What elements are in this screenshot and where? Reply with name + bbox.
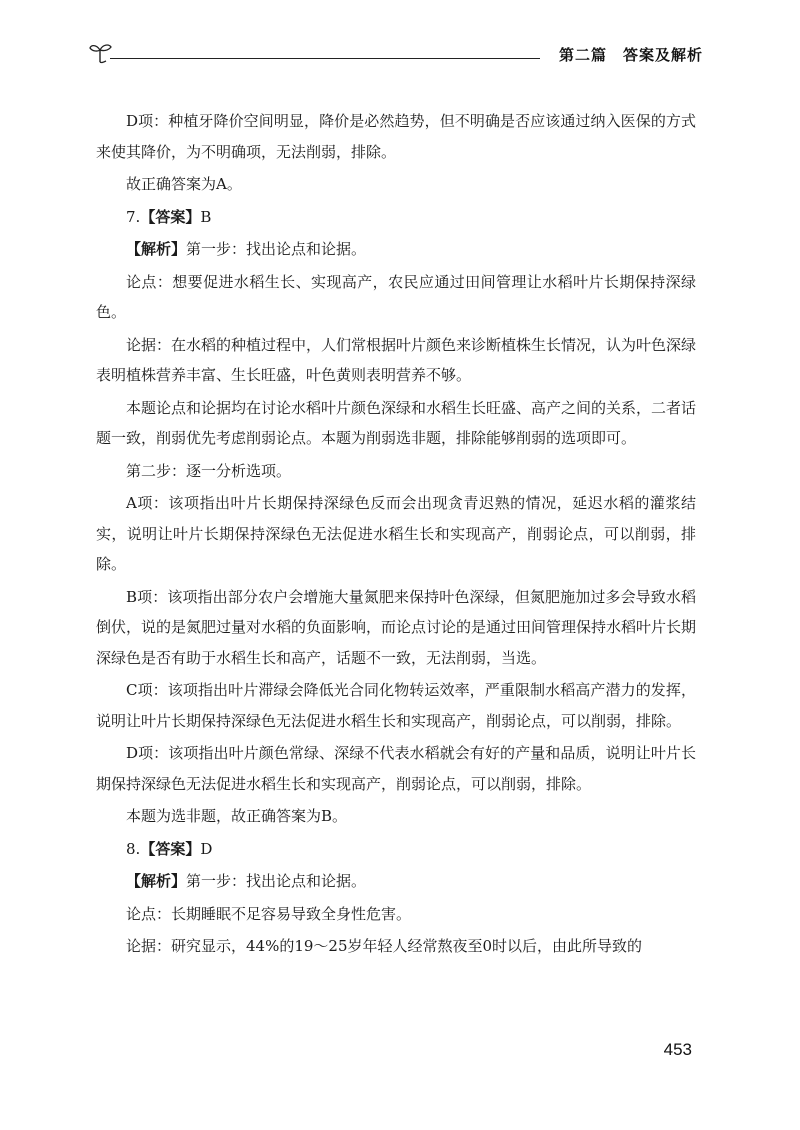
paragraph: 本题为选非题，故正确答案为B。 bbox=[126, 807, 348, 825]
paragraph: 本题论点和论据均在讨论水稻叶片颜色深绿和水稻生长旺盛、高产之间的关系，二者话题一致，削弱优先考虑削弱论点。本题为削弱选非题，排除能够削弱的选项即可。 bbox=[96, 398, 697, 447]
paragraph: 论点：想要促进水稻生长、实现高产，农民应通过田间管理让水稻叶片长期保持深绿色。 bbox=[96, 272, 696, 321]
answer-line: 7.【答案】B bbox=[126, 207, 212, 226]
section-title: 第二篇 答案及解析 bbox=[558, 46, 703, 64]
answer-label: 【答案】 bbox=[140, 207, 201, 226]
page-number: 453 bbox=[663, 1040, 692, 1059]
paragraph: C项：该项指出叶片滞绿会降低光合同化物转运效率，严重限制水稻高产潜力的发挥，说明让叶片长期保持深绿色无法促进水稻生长和实现高产，削弱论点，可以削弱，排除。 bbox=[96, 681, 696, 730]
paragraph: 论据：在水稻的种植过程中，人们常根据叶片颜色来诊断植株生长情况，认为叶色深绿表明植株营养丰富、生长旺盛，叶色黄则表明营养不够。 bbox=[96, 335, 697, 384]
paragraph: 第二步：逐一分析选项。 bbox=[126, 461, 292, 480]
paragraph: D项：该项指出叶片颜色常绿、深绿不代表水稻就会有好的产量和品质，说明让叶片长期保持深绿色无法促进水稻生长和实现高产，削弱论点，可以削弱，排除。 bbox=[96, 744, 696, 793]
paragraph: A项：该项指出叶片长期保持深绿色反而会出现贪青迟熟的情况，延迟水稻的灌浆结实，说明让叶片长期保持深绿色无法促进水稻生长和实现高产，削弱论点，可以削弱，排除。 bbox=[96, 494, 696, 573]
sprout-icon bbox=[88, 40, 116, 68]
analysis-label: 【解析】 bbox=[126, 872, 187, 890]
paragraph: 故正确答案为A。 bbox=[126, 175, 242, 193]
analysis-line: 【解析】第一步：找出论点和论据。 bbox=[126, 240, 367, 258]
paragraph: 论据：研究显示，44%的19～25岁年轻人经常熬夜至0时以后，由此所导致的 bbox=[126, 937, 643, 955]
header-rule bbox=[110, 58, 540, 59]
paragraph: 论点：长期睡眠不足容易导致全身性危害。 bbox=[126, 904, 412, 923]
page-content bbox=[96, 106, 696, 964]
answer-line: 8.【答案】D bbox=[126, 839, 213, 858]
analysis-line: 【解析】第一步：找出论点和论据。 bbox=[126, 872, 367, 890]
answer-label: 【答案】 bbox=[140, 839, 201, 858]
page-header bbox=[88, 38, 703, 78]
paragraph: B项：该项指出部分农户会增施大量氮肥来保持叶色深绿，但氮肥施加过多会导致水稻倒伏，说的是氮肥过量对水稻的负面影响，而论点讨论的是通过田间管理保持水稻叶片长期深绿色是否有助于水稻生长和高产，话题不一致，无法削弱，当选。 bbox=[96, 587, 697, 667]
analysis-label: 【解析】 bbox=[126, 240, 187, 258]
paragraph: D项：种植牙降价空间明显，降价是必然趋势，但不明确是否应该通过纳入医保的方式来使其降价，为不明确项，无法削弱，排除。 bbox=[96, 112, 696, 161]
